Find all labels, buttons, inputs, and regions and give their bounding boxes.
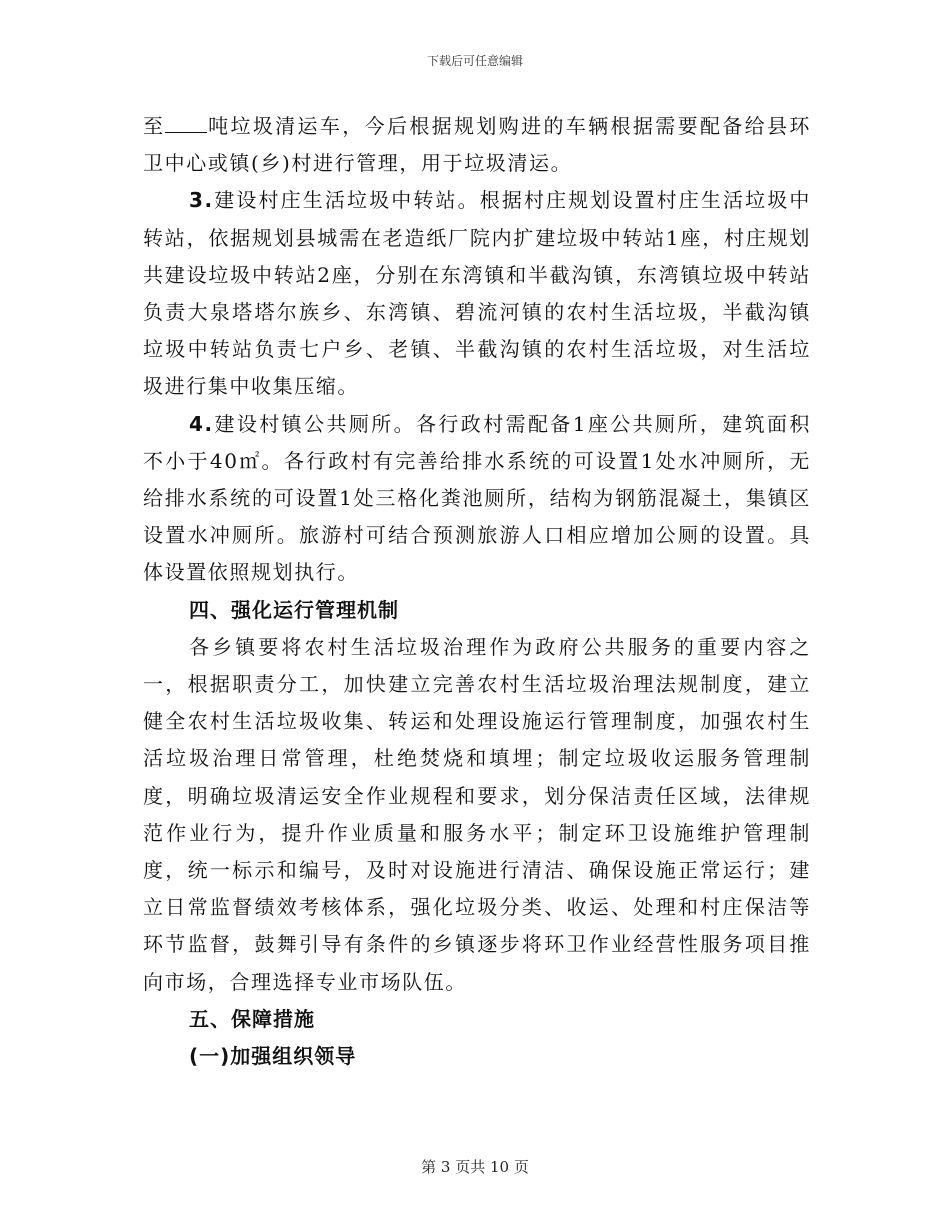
subsection-heading-5-1: (一)加强组织领导 xyxy=(189,1044,357,1069)
section-heading-5: 五、保障措施 xyxy=(189,1006,315,1031)
paragraph-transfer-station-text: 建设村庄生活垃圾中转站。根据村庄规划设置村庄生活垃圾中转站，依据规划县城需在老造纸厂院内扩建垃圾中转站1座，村庄规划共建设垃圾中转站2座，分别在东湾镇和半截沟镇，东湾镇垃圾中转站负责大泉塔塔尔族乡、东湾镇、碧流河镇的农村生活垃圾，半截沟镇垃圾中转站负责七户乡、老镇、半截沟镇的农村生活垃圾，对生活垃圾进行集中收集压缩。 xyxy=(143,188,811,399)
paragraph-transfer-station xyxy=(143,182,811,405)
page-footer: 第 3 页共 10 页 xyxy=(421,1158,529,1176)
paragraph-vehicles-prefix: 至 xyxy=(143,114,166,138)
document-body xyxy=(143,108,811,1075)
paragraph-public-toilets xyxy=(143,406,811,592)
fill-in-blank xyxy=(165,114,207,133)
paragraph-management: 各乡镇要将农村生活垃圾治理作为政府公共服务的重要内容之一，根据职责分工，加快建立完善农村生活垃圾治理法规制度，建立健全农村生活垃圾收集、转运和处理设施运行管理制度，加强农村生活垃圾治理日常管理，杜绝焚烧和填埋；制定垃圾收运服务管理制度，明确垃圾清运安全作业规程和要求，划分保洁责任区域，法律规范作业行为，提升作业质量和服务水平；制定环卫设施维护管理制度，统一标示和编号，及时对设施进行清洁、确保设施正常运行；建立日常监督绩效考核体系，强化垃圾分类、收运、处理和村庄保洁等环节监督，鼓舞引导有条件的乡镇逐步将环卫作业经营性服务项目推向市场，合理选择专业市场队伍。 xyxy=(143,634,811,994)
paragraph-vehicles xyxy=(143,108,811,182)
page-header: 下载后可任意编辑 xyxy=(426,54,523,68)
paragraph-public-toilets-text: 建设村镇公共厕所。各行政村需配备1座公共厕所，建筑面积不小于40㎡。各行政村有完善给排水系统的可设置1处水冲厕所，无给排水系统的可设置1处三格化粪池厕所，结构为钢筋混凝土，集镇区设置水冲厕所。旅游村可结合预测旅游人口相应增加公厕的设置。具体设置依照规划执行。 xyxy=(143,411,811,585)
item-number-3: 3. xyxy=(189,188,214,213)
item-number-4: 4. xyxy=(189,411,214,436)
paragraph-vehicles-text: 吨垃圾清运车，今后根据规划购进的车辆根据需要配备给县环卫中心或镇(乡)村进行管理，用于垃圾清运。 xyxy=(143,114,811,176)
section-heading-4: 四、强化运行管理机制 xyxy=(189,597,399,622)
